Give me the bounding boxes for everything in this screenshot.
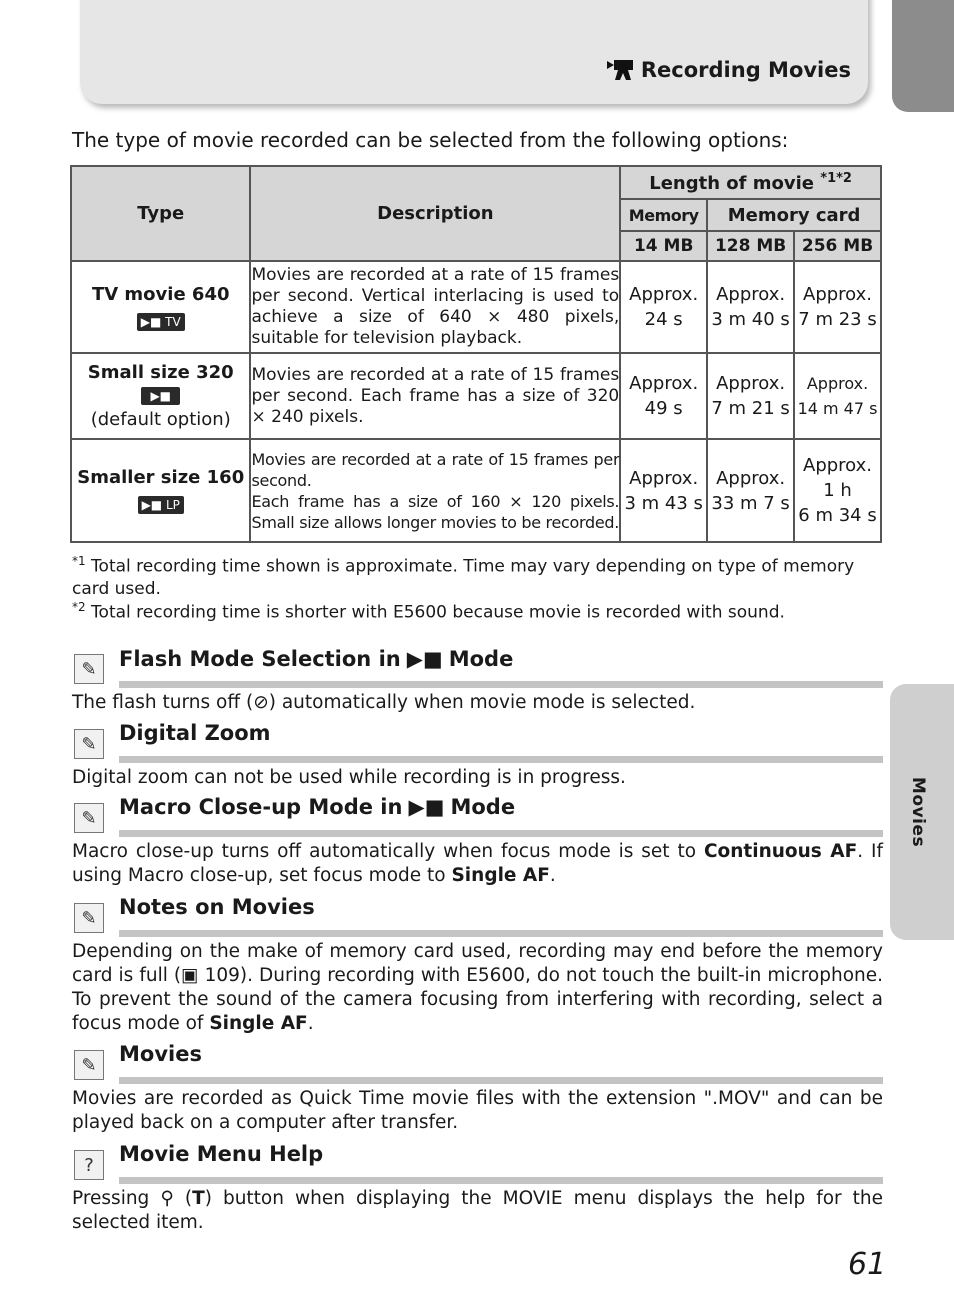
section-title-zoom: Digital Zoom [119, 721, 271, 745]
header-size-128: 128 MB [707, 231, 794, 261]
section-body-movies: Movies are recorded as Quick Time movie files with the extension ".MOV" and can be played back on a computer after transfer. [72, 1088, 883, 1133]
type-name: TV movie 640 [91, 283, 230, 305]
footnote-2: $^{*2}$ Total recording time is shorter with E5600 because movie is recorded with sound. [72, 600, 785, 623]
section-title-flash: Flash Mode Selection in ▶■ Mode [119, 647, 514, 671]
section-body-flash: The flash turns off (⊘) automatically when movie mode is selected. [72, 692, 696, 713]
zoom-magnifier-icon: ⚲ [160, 1188, 174, 1209]
lp-mode-icon: ▶■ LP [138, 496, 184, 514]
header-size-256: 256 MB [794, 231, 881, 261]
value-cell: Approx. 24 s [620, 261, 707, 353]
section-rule [119, 756, 883, 763]
header-length-text: Length of movie [649, 173, 814, 194]
description-cell: Movies are recorded at a rate of 15 frames per second. Each frame has a size of 320 × 240 pixels. [250, 353, 620, 439]
value-cell: Approx. 3 m 43 s [620, 439, 707, 542]
header-title [607, 58, 851, 82]
note-icon: ✎ [74, 729, 104, 759]
footnote-1: $^{*1}$ Total recording time shown is approximate. Time may vary depending on type of memory card used. [72, 554, 855, 599]
table-row [71, 439, 881, 542]
section-title-macro: Macro Close-up Mode in ▶■ Mode [119, 795, 516, 819]
section-body-zoom: Digital zoom can not be used while recording is in progress. [72, 767, 626, 788]
flash-off-icon: ⊘ [253, 692, 269, 713]
movie-camera-icon: ▶■ [406, 647, 443, 671]
type-cell [71, 353, 250, 439]
value-cell: Approx. 3 m 40 s [707, 261, 794, 353]
header-type: Type [71, 166, 250, 261]
tv-mode-icon: ▶■ TV [137, 313, 185, 331]
header-memory-card: Memory card [707, 199, 881, 231]
description-cell: Movies are recorded at a rate of 15 frames per second. Each frame has a size of 160 × 120 pixels. Small size allows longer movies to be recorded. [250, 439, 620, 542]
section-title-movies: Movies [119, 1042, 202, 1066]
header-description: Description [250, 166, 620, 261]
value-cell: Approx. 1 h 6 m 34 s [794, 439, 881, 542]
page-reference-icon: ▣ [181, 965, 199, 986]
value-cell: Approx. 33 m 7 s [707, 439, 794, 542]
section-body-help: Pressing ⚲ (T) button when displaying the MOVIE menu displays the help for the selected item. [72, 1188, 883, 1233]
corner-tab [892, 0, 954, 112]
value-cell: Approx. 49 s [620, 353, 707, 439]
note-icon: ✎ [74, 803, 104, 833]
value-cell: Approx. 14 m 47 s [794, 353, 881, 439]
type-name: Smaller size 160 [77, 467, 245, 488]
movie-camera-icon [607, 59, 633, 81]
movie-mode-icon: ▶■ [141, 387, 180, 405]
header-title-text: Recording Movies [640, 58, 851, 82]
value-cell: Approx. 7 m 23 s [794, 261, 881, 353]
section-body-macro: Macro close-up turns off automatically when focus mode is set to Continuous AF. If using Macro close-up, set focus mode to Single AF. [72, 841, 883, 886]
help-icon: ? [74, 1150, 104, 1180]
section-rule [119, 1177, 883, 1184]
type-cell [71, 261, 250, 353]
type-name: Small size 320 [87, 362, 234, 383]
section-rule [119, 681, 883, 688]
header-memory: Memory [620, 199, 707, 231]
header-size-14: 14 MB [620, 231, 707, 261]
note-icon: ✎ [74, 654, 104, 684]
section-rule [119, 930, 883, 937]
table-row [71, 261, 881, 353]
intro-text: The type of movie recorded can be selected from the following options: [72, 128, 789, 152]
header-length [620, 166, 881, 199]
note-icon: ✎ [74, 903, 104, 933]
section-rule [119, 830, 883, 837]
header-box [80, 0, 868, 104]
section-title-notes: Notes on Movies [119, 895, 315, 919]
type-cell [71, 439, 250, 542]
description-cell: Movies are recorded at a rate of 15 frames per second. Vertical interlacing is used to achieve a size of 640 × 480 pixels, suitable for television playback. [250, 261, 620, 353]
movie-camera-icon: ▶■ [408, 795, 445, 819]
section-title-help: Movie Menu Help [119, 1142, 324, 1166]
value-cell: Approx. 7 m 21 s [707, 353, 794, 439]
section-body-notes: Depending on the make of memory card used, recording may end before the memory card is full (▣ 109). During recording with E5600, do not touch the built-in microphone. To prevent the sound of the camera focusing from interfering with recording, select a focus mode of Single AF. [72, 941, 884, 1034]
default-note: (default option) [90, 409, 231, 430]
table-row [71, 353, 881, 439]
movie-types-table [70, 165, 882, 543]
section-rule [119, 1077, 883, 1084]
side-tab-label: Movies [908, 776, 928, 848]
header-length-note: *1*2 [820, 171, 852, 186]
page-number: 61 [848, 1247, 887, 1282]
note-icon: ✎ [74, 1050, 104, 1080]
